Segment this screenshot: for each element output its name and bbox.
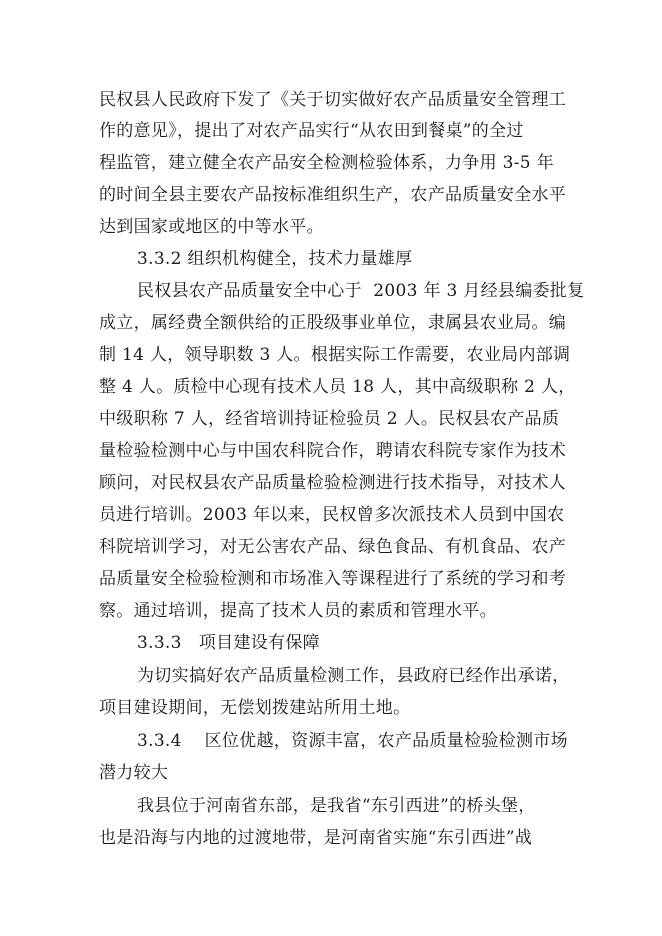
text-line: 项目建设期间，无偿划拨建站所用土地。 [99, 698, 411, 718]
text-line: 制 14 人，领导职数 3 人。根据实际工作需要，农业局内部调 [99, 345, 571, 365]
text-line: 民权县人民政府下发了《关于切实做好农产品质量安全管理工 [99, 90, 567, 110]
text-line: 也是沿海与内地的过渡地带，是河南省实施“东引西进”战 [99, 828, 533, 848]
text-line: 我县位于河南省东部，是我省“东引西进”的桥头堡， [137, 796, 536, 816]
section-heading: 3.3.2 组织机构健全，技术力量雄厚 [137, 249, 413, 269]
text-line: 的时间全县主要农产品按标准组织生产，农产品质量安全水平 [99, 185, 567, 205]
text-line: 作的意见》，提出了对农产品实行“从农田到餐桌”的全过 [99, 121, 524, 141]
text-line: 为切实搞好农产品质量检测工作，县政府已经作出承诺， [137, 666, 570, 686]
text-line: 品质量安全检验检测和市场准入等课程进行了系统的学习和考 [99, 569, 567, 589]
text-line: 科院培训学习，对无公害农产品、绿色食品、有机食品、农产 [99, 537, 567, 557]
text-line: 达到国家或地区的中等水平。 [99, 217, 324, 237]
text-line: 量检验检测中心与中国农科院合作，聘请农科院专家作为技术 [99, 441, 567, 461]
text-line: 中级职称 7 人，经省培训持证检验员 2 人。民权县农产品质 [99, 409, 560, 429]
text-line: 民权县农产品质量安全中心于 2003 年 3 月经县编委批复 [137, 281, 585, 301]
text-line: 员进行培训。2003 年以来，民权曾多次派技术人员到中国农 [99, 505, 565, 525]
text-line: 顾问，对民权县农产品质量检验检测进行技术指导，对技术人 [99, 473, 567, 493]
section-heading-continued: 潜力较大 [99, 763, 169, 783]
text-line: 整 4 人。质检中心现有技术人员 18 人，其中高级职称 2 人， [99, 377, 576, 397]
section-heading: 3.3.4 区位优越，资源丰富，农产品质量检验检测市场 [137, 731, 568, 751]
text-line: 成立，属经费全额供给的正股级事业单位，隶属县农业局。编 [99, 313, 567, 333]
section-heading: 3.3.3 项目建设有保障 [137, 633, 320, 653]
text-line: 程监管，建立健全农产品安全检测检验体系，力争用 3-5 年 [99, 153, 554, 173]
text-line: 察。通过培训，提高了技术人员的素质和管理水平。 [99, 601, 497, 621]
